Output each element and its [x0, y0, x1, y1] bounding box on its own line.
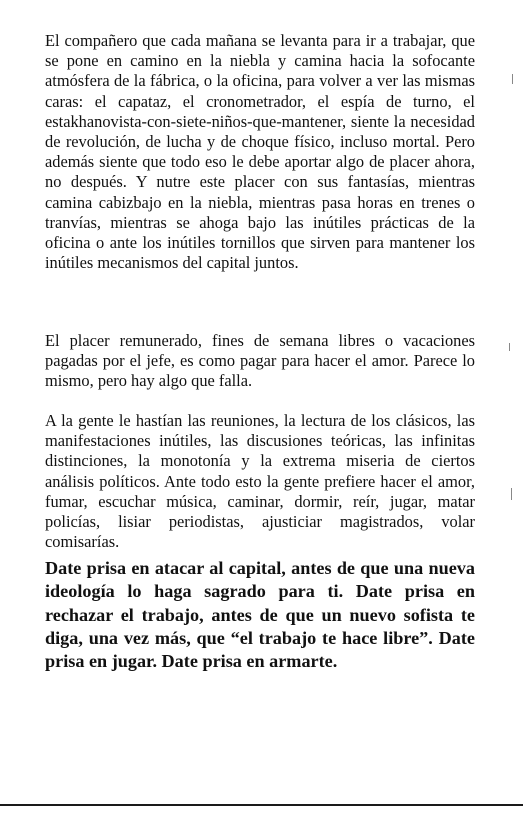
closing-call-to-action: Date prisa en atacar al capital, antes de que una nueva ideología lo haga sagrado para ti. Date prisa en rechazar el trabajo, antes de que un nuevo sofista te diga, una vez más, que “el trabajo te hace libre”. Date prisa en jugar. Date prisa en armarte. [45, 558, 475, 672]
scan-artifact-mark [511, 488, 512, 500]
paragraph-people-prefer: A la gente le hastían las reuniones, la lectura de los clásicos, las manifestaciones inútiles, las discusiones teóricas, las infinitas distinciones, la monotonía y la extrema miseria de ciertos análisis políticos. Ante todo esto la gente prefiere hacer el amor, fumar, escuchar música, caminar, dormir, reír, jugar, matar policías, lisiar periodistas, ajusticiar magistrados, volar comisarías. [45, 411, 475, 552]
scan-artifact-mark [512, 74, 513, 84]
paragraph-paid-pleasure: El placer remunerado, fines de semana libres o vacaciones pagadas por el jefe, es como pagar para hacer el amor. Parece lo mismo, pero hay algo que falla. [45, 331, 475, 391]
paragraph-worker: El compañero que cada mañana se levanta para ir a trabajar, que se pone en camino en la niebla y camina hacia la sofocante atmósfera de la fábrica, o la oficina, para volver a ver las mismas caras: el capataz, el cronometrador, el espía de turno, el estakhanovista-con-siete-niños-que-mantener, siente la necesidad de revolución, de lucha y de choque físico, incluso mortal. Pero además siente que todo eso le debe aportar algo de placer ahora, no después. Y nutre este placer con sus fantasías, mientras camina cabizbajo en la niebla, mientras pasa horas en trenes o tranvías, mientras se ahoga bajo las inútiles prácticas de la oficina o ante los inútiles tornillos que sirven para mantener los inútiles mecanismos del capital juntos. [45, 31, 475, 273]
scan-artifact-mark [509, 343, 510, 351]
page-bottom-rule [0, 804, 523, 806]
